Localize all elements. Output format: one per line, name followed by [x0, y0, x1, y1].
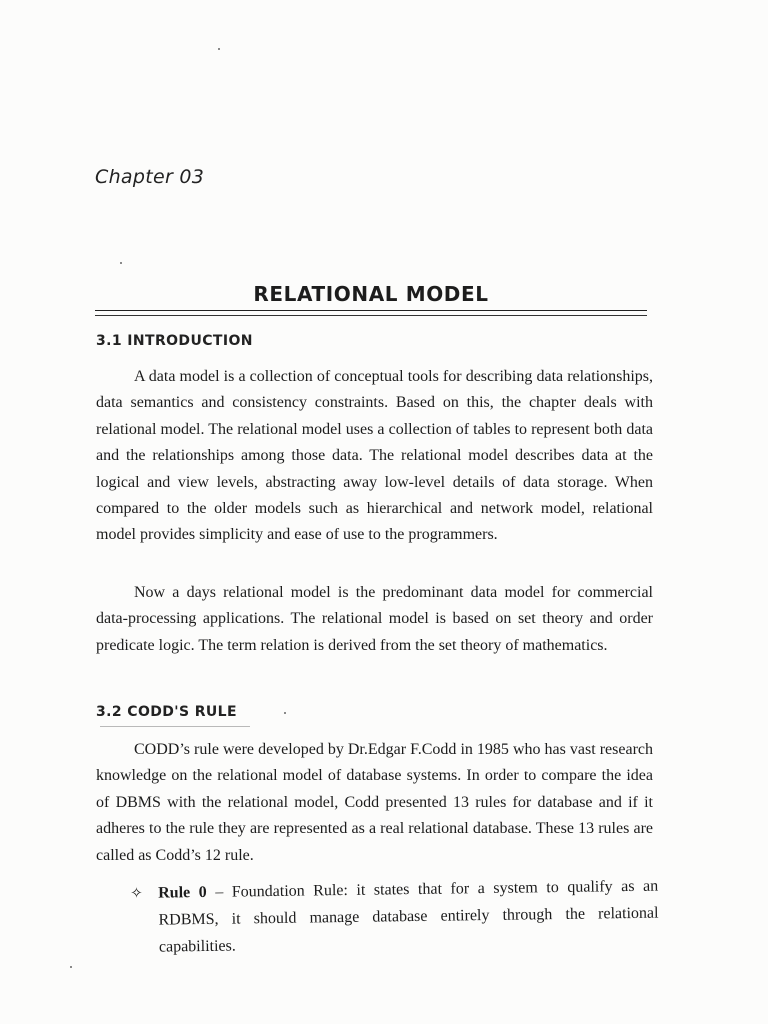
- chapter-label: Chapter 03: [95, 166, 205, 188]
- rule-list-item: [130, 873, 660, 956]
- diamond-bullet-icon: ✧: [130, 883, 143, 902]
- rule-name: Rule 0: [158, 883, 207, 902]
- scan-speck: [120, 262, 122, 264]
- title-rule-bottom: [95, 315, 647, 316]
- scan-speck: [70, 966, 72, 968]
- intro-paragraph-2: Now a days relational model is the predominant data model for commercial data-processing applications. The relational model is based on set theory and order predicate logic. The term relation is derived from the set theory of mathematics.: [96, 584, 653, 654]
- codd-paragraph: CODD’s rule were developed by Dr.Edgar F.Codd in 1985 who has vast research knowledge on the relational model of database systems. In order to compare the idea of DBMS with the relational model, Codd presented 13 rules for database and if it adheres to the rule they are represented as a real relational database. These 13 rules are called as Codd’s 12 rule.: [96, 741, 653, 864]
- scan-speck: [284, 712, 286, 714]
- rule-description: – Foundation Rule: it states that for a system to qualify as an RDBMS, it should manage database entirely through the relational capabilities.: [158, 877, 659, 956]
- section-heading-introduction: 3.1 INTRODUCTION: [96, 333, 253, 349]
- chapter-title: RELATIONAL MODEL: [253, 282, 489, 306]
- rule-text: [158, 873, 659, 961]
- heading-underline-mark: [100, 726, 250, 727]
- scan-speck: [218, 48, 220, 50]
- intro-paragraph-1: A data model is a collection of conceptual tools for describing data relationships, data semantics and consistency constraints. Based on this, the chapter deals with relational model. The relational model uses a collection of tables to represent both data and the relationships among those data. The relational model describes data at the logical and view levels, abstracting away low-level details of data storage. When compared to the older models such as hierarchical and network model, relational model provides simplicity and ease of use to the programmers.: [96, 368, 653, 544]
- title-rule-top: [95, 310, 647, 311]
- section-heading-codds-rule: 3.2 CODD'S RULE: [96, 704, 237, 720]
